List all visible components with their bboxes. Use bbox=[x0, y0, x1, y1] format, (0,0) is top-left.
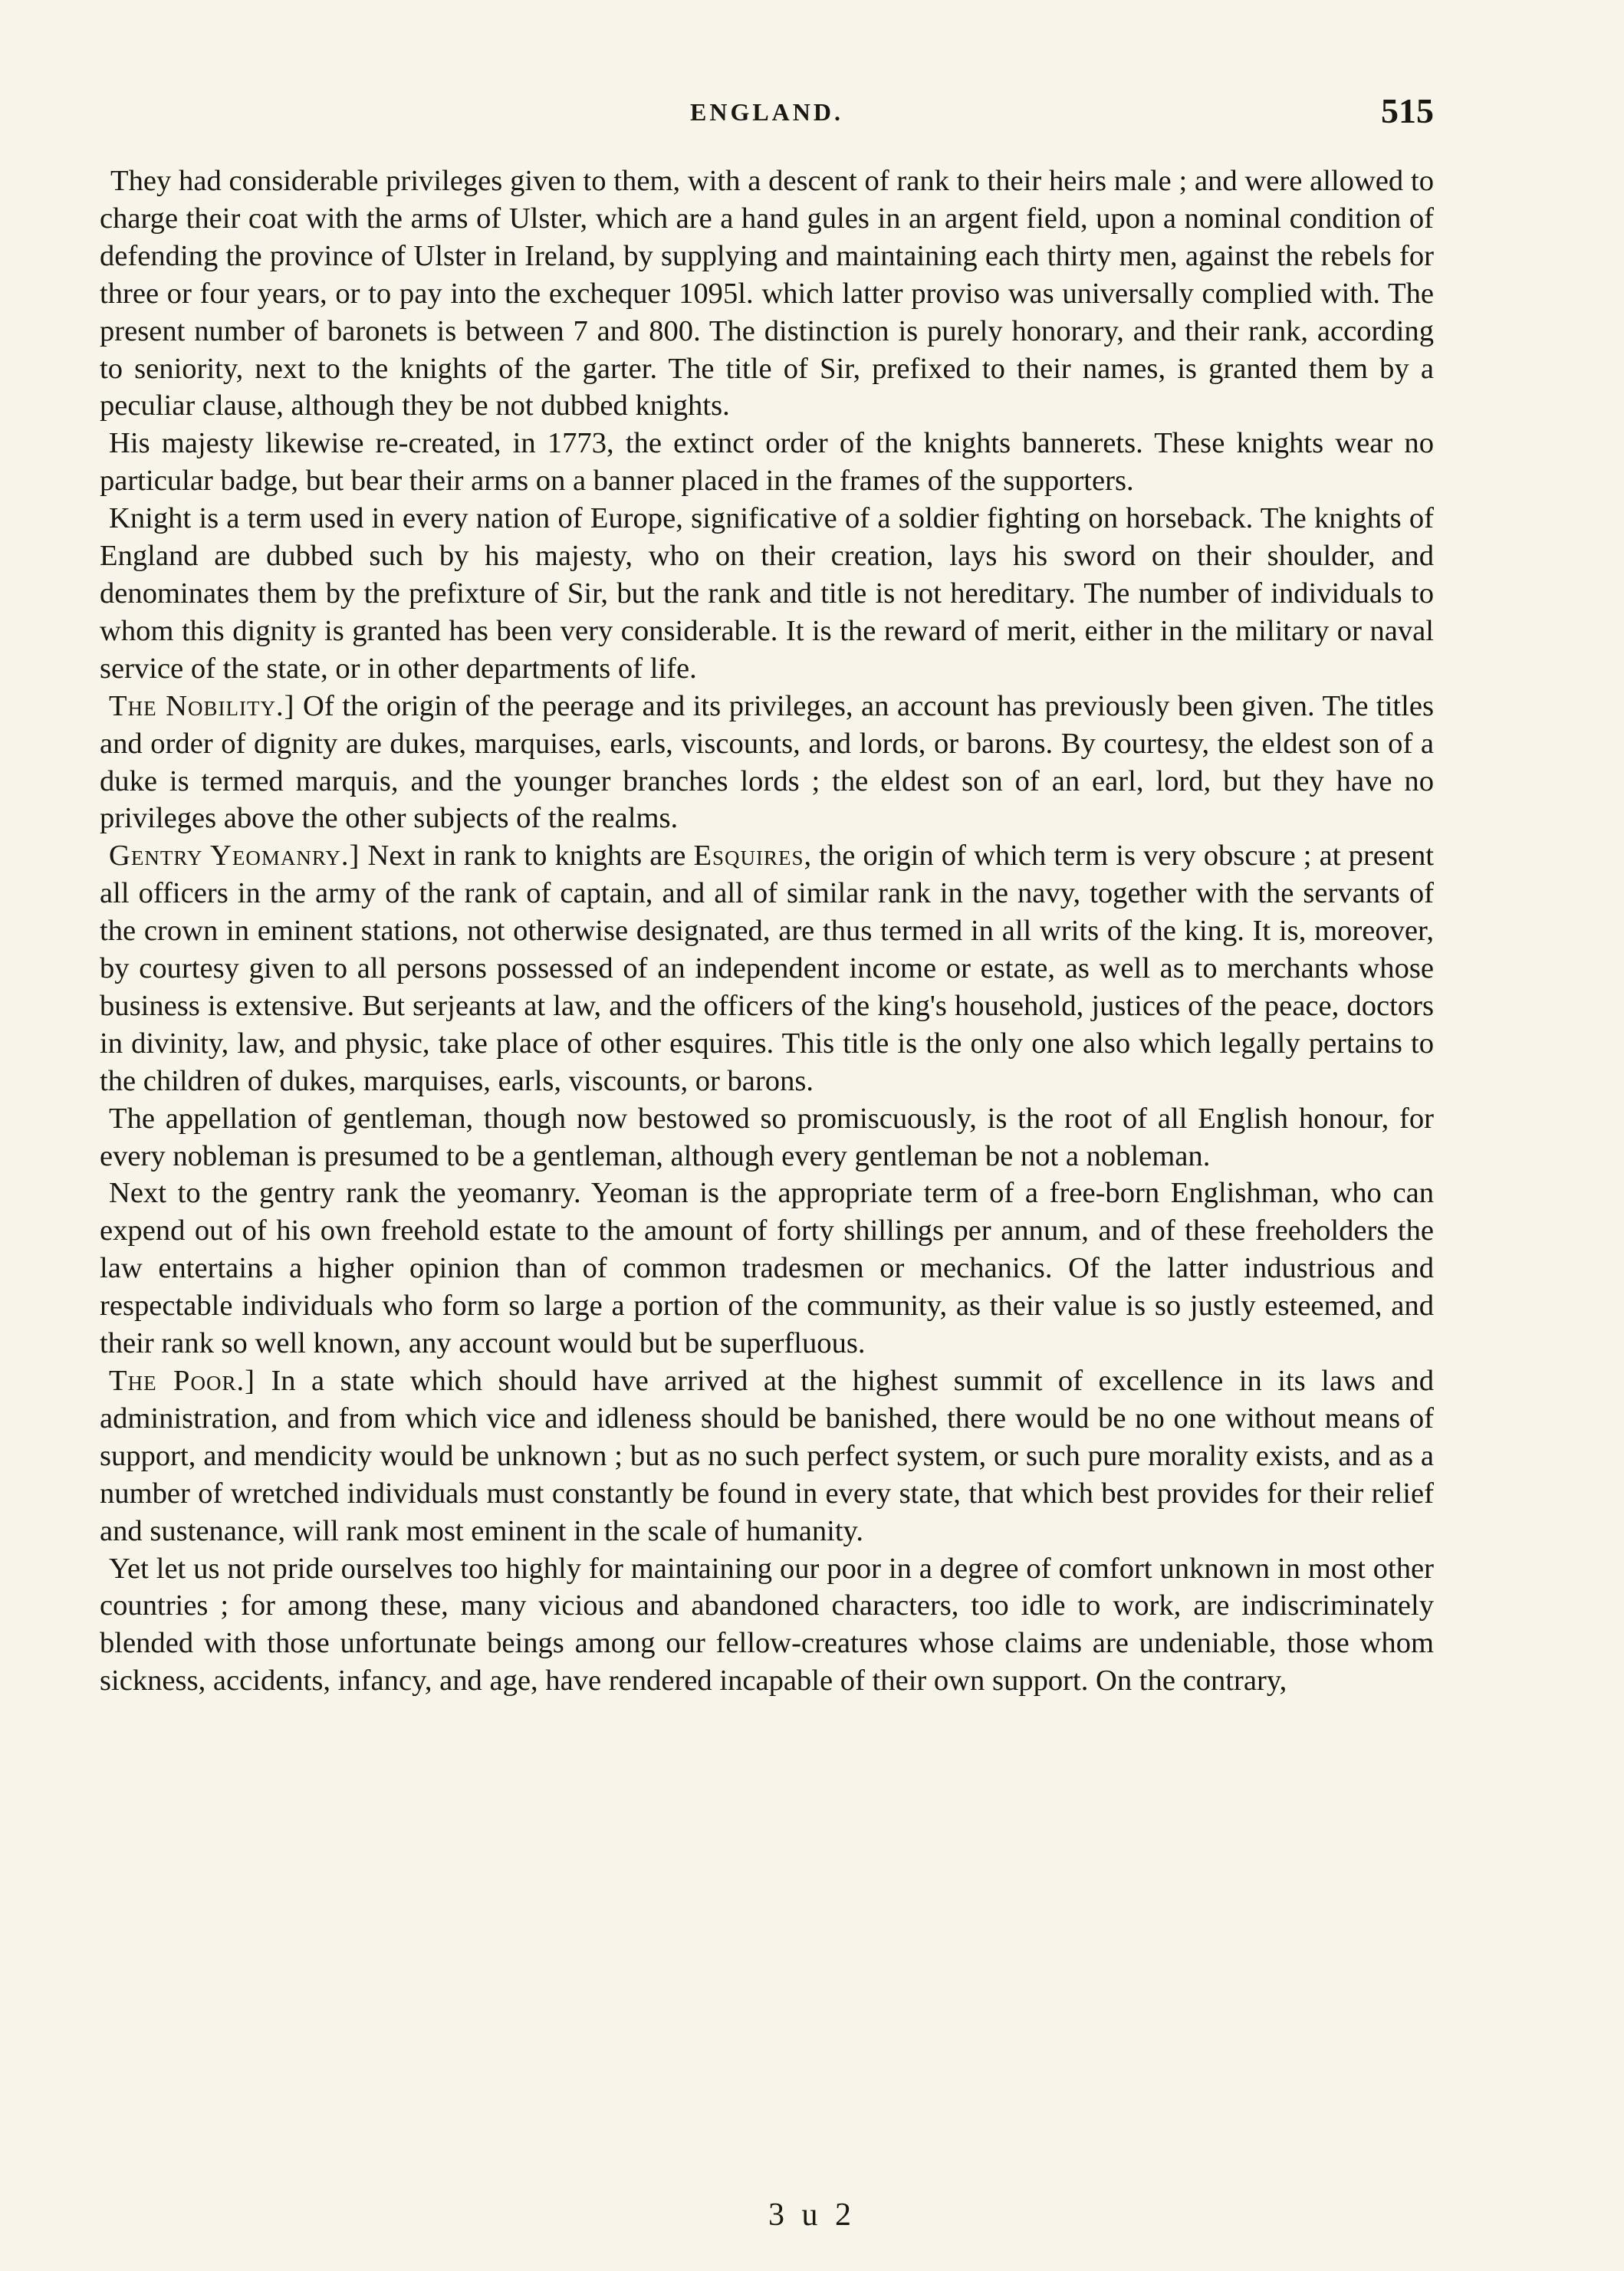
section-heading-gentry-yeomanry: Gentry Yeomanry.] bbox=[109, 840, 360, 873]
paragraph-text: Knight is a term used in every nation of Europe, significative of a soldier fighting on horseback. The knights of England are dubbed such by his majesty, who on their creation, lays his sword on their shoulder, and denominates them by the prefixture of Sir, but the rank and title is not hereditary. The number of individuals to whom this dignity is granted has been very considerable. It is the reward of merit, either in the military or naval service of the state, or in other departments of life. bbox=[100, 502, 1434, 685]
paragraph-knights bbox=[100, 500, 1434, 688]
paragraph-text-intro: Next in rank to knights are bbox=[360, 840, 694, 873]
page-header bbox=[100, 90, 1434, 144]
paragraph-text: His majesty likewise re-created, in 1773, the extinct order of the knights bannerets. These knights wear no particular badge, but bear their arms on a banner placed in the frames of the supporters. bbox=[100, 427, 1434, 498]
paragraph-baronets bbox=[100, 163, 1434, 425]
section-heading-poor: The Poor.] bbox=[109, 1365, 255, 1397]
term-esquires: Esquires bbox=[693, 840, 804, 873]
paragraph-poor bbox=[100, 1362, 1434, 1550]
paragraph-gentleman bbox=[100, 1100, 1434, 1175]
running-title: ENGLAND. bbox=[689, 98, 843, 126]
paragraph-text: They had considerable privileges given to them, with a descent of rank to their heirs male ; and were allowed to charge their coat with the arms of Ulster, which are a hand gules in an argent field, upon a nominal condition of defending the province of Ulster in Ireland, by supplying and maintaining each thirty men, against the rebels for three or four years, or to pay into the exchequer 1095l. which latter proviso was universally complied with. The present number of baronets is between 7 and 800. The distinction is purely honorary, and their rank, according to seniority, next to the knights of the garter. The title of Sir, prefixed to their names, is granted them by a peculiar clause, although they be not dubbed knights. bbox=[100, 165, 1434, 422]
paragraph-text: Next to the gentry rank the yeomanry. Yeoman is the appropriate term of a free-born Englishman, who can expend out of his own freehold estate to the amount of forty shillings per annum, and of these freeholders the law entertains a higher opinion than of common tradesmen or mechanics. Of the latter industrious and respectable individuals who form so large a portion of the community, as their value is so justly esteemed, and their rank so well known, any account would but be superfluous. bbox=[100, 1177, 1434, 1360]
paragraph-poor-comfort bbox=[100, 1550, 1434, 1701]
text-body bbox=[100, 163, 1434, 1700]
paragraph-yeomanry bbox=[100, 1175, 1434, 1362]
paragraph-text: , the origin of which term is very obscure ; at present all officers in the army of the rank of captain, and all of similar rank in the navy, together with the servants of the crown in eminent stations, not otherwise designated, are thus termed in all writs of the king. It is, moreover, by courtesy given to all persons possessed of an independent income or estate, as well as to merchants whose business is extensive. But serjeants at law, and the officers of the king's household, justices of the peace, doctors in divinity, law, and physic, take place of other esquires. This title is the only one also which legally pertains to the children of dukes, marquises, earls, viscounts, or barons. bbox=[100, 840, 1434, 1097]
paragraph-text: Of the origin of the peerage and its privileges, an account has previously been given. The titles and order of dignity are dukes, marquises, earls, viscounts, and lords, or barons. By courtesy, the eldest son of a duke is termed marquis, and the younger branches lords ; the eldest son of an earl, lord, but they have no privileges above the other subjects of the realms. bbox=[100, 689, 1434, 835]
paragraph-text: In a state which should have arrived at the highest summit of excellence in its laws and administration, and from which vice and idleness should be banished, there would be no one without means of support, and mendicity would be unknown ; but as no such perfect system, or such pure morality exists, and as a number of wretched individuals must constantly be found in every state, that which best provides for their relief and sustenance, will rank most eminent in the scale of humanity. bbox=[100, 1365, 1435, 1547]
printer-signature: 3 u 2 bbox=[768, 2197, 856, 2233]
paragraph-text: Yet let us not pride ourselves too highly for maintaining our poor in a degree of comfort unknown in most other countries ; for among these, many vicious and abandoned characters, too idle to work, are indiscriminately blended with those unfortunate beings among our fellow-creatures whose claims are undeniable, those whom sickness, accidents, infancy, and age, have rendered incapable of their own support. On the contrary, bbox=[100, 1552, 1434, 1697]
section-heading-nobility: The Nobility.] bbox=[109, 689, 295, 722]
paragraph-bannerets bbox=[100, 425, 1434, 500]
page-number: 515 bbox=[1381, 91, 1434, 130]
paragraph-text: The appellation of gentleman, though now bestowed so promiscuously, is the root of all English honour, for every nobleman is presumed to be a gentleman, although every gentleman be not a nobleman. bbox=[100, 1102, 1434, 1172]
paragraph-gentry-yeomanry bbox=[100, 837, 1434, 1099]
paragraph-nobility bbox=[100, 688, 1434, 838]
